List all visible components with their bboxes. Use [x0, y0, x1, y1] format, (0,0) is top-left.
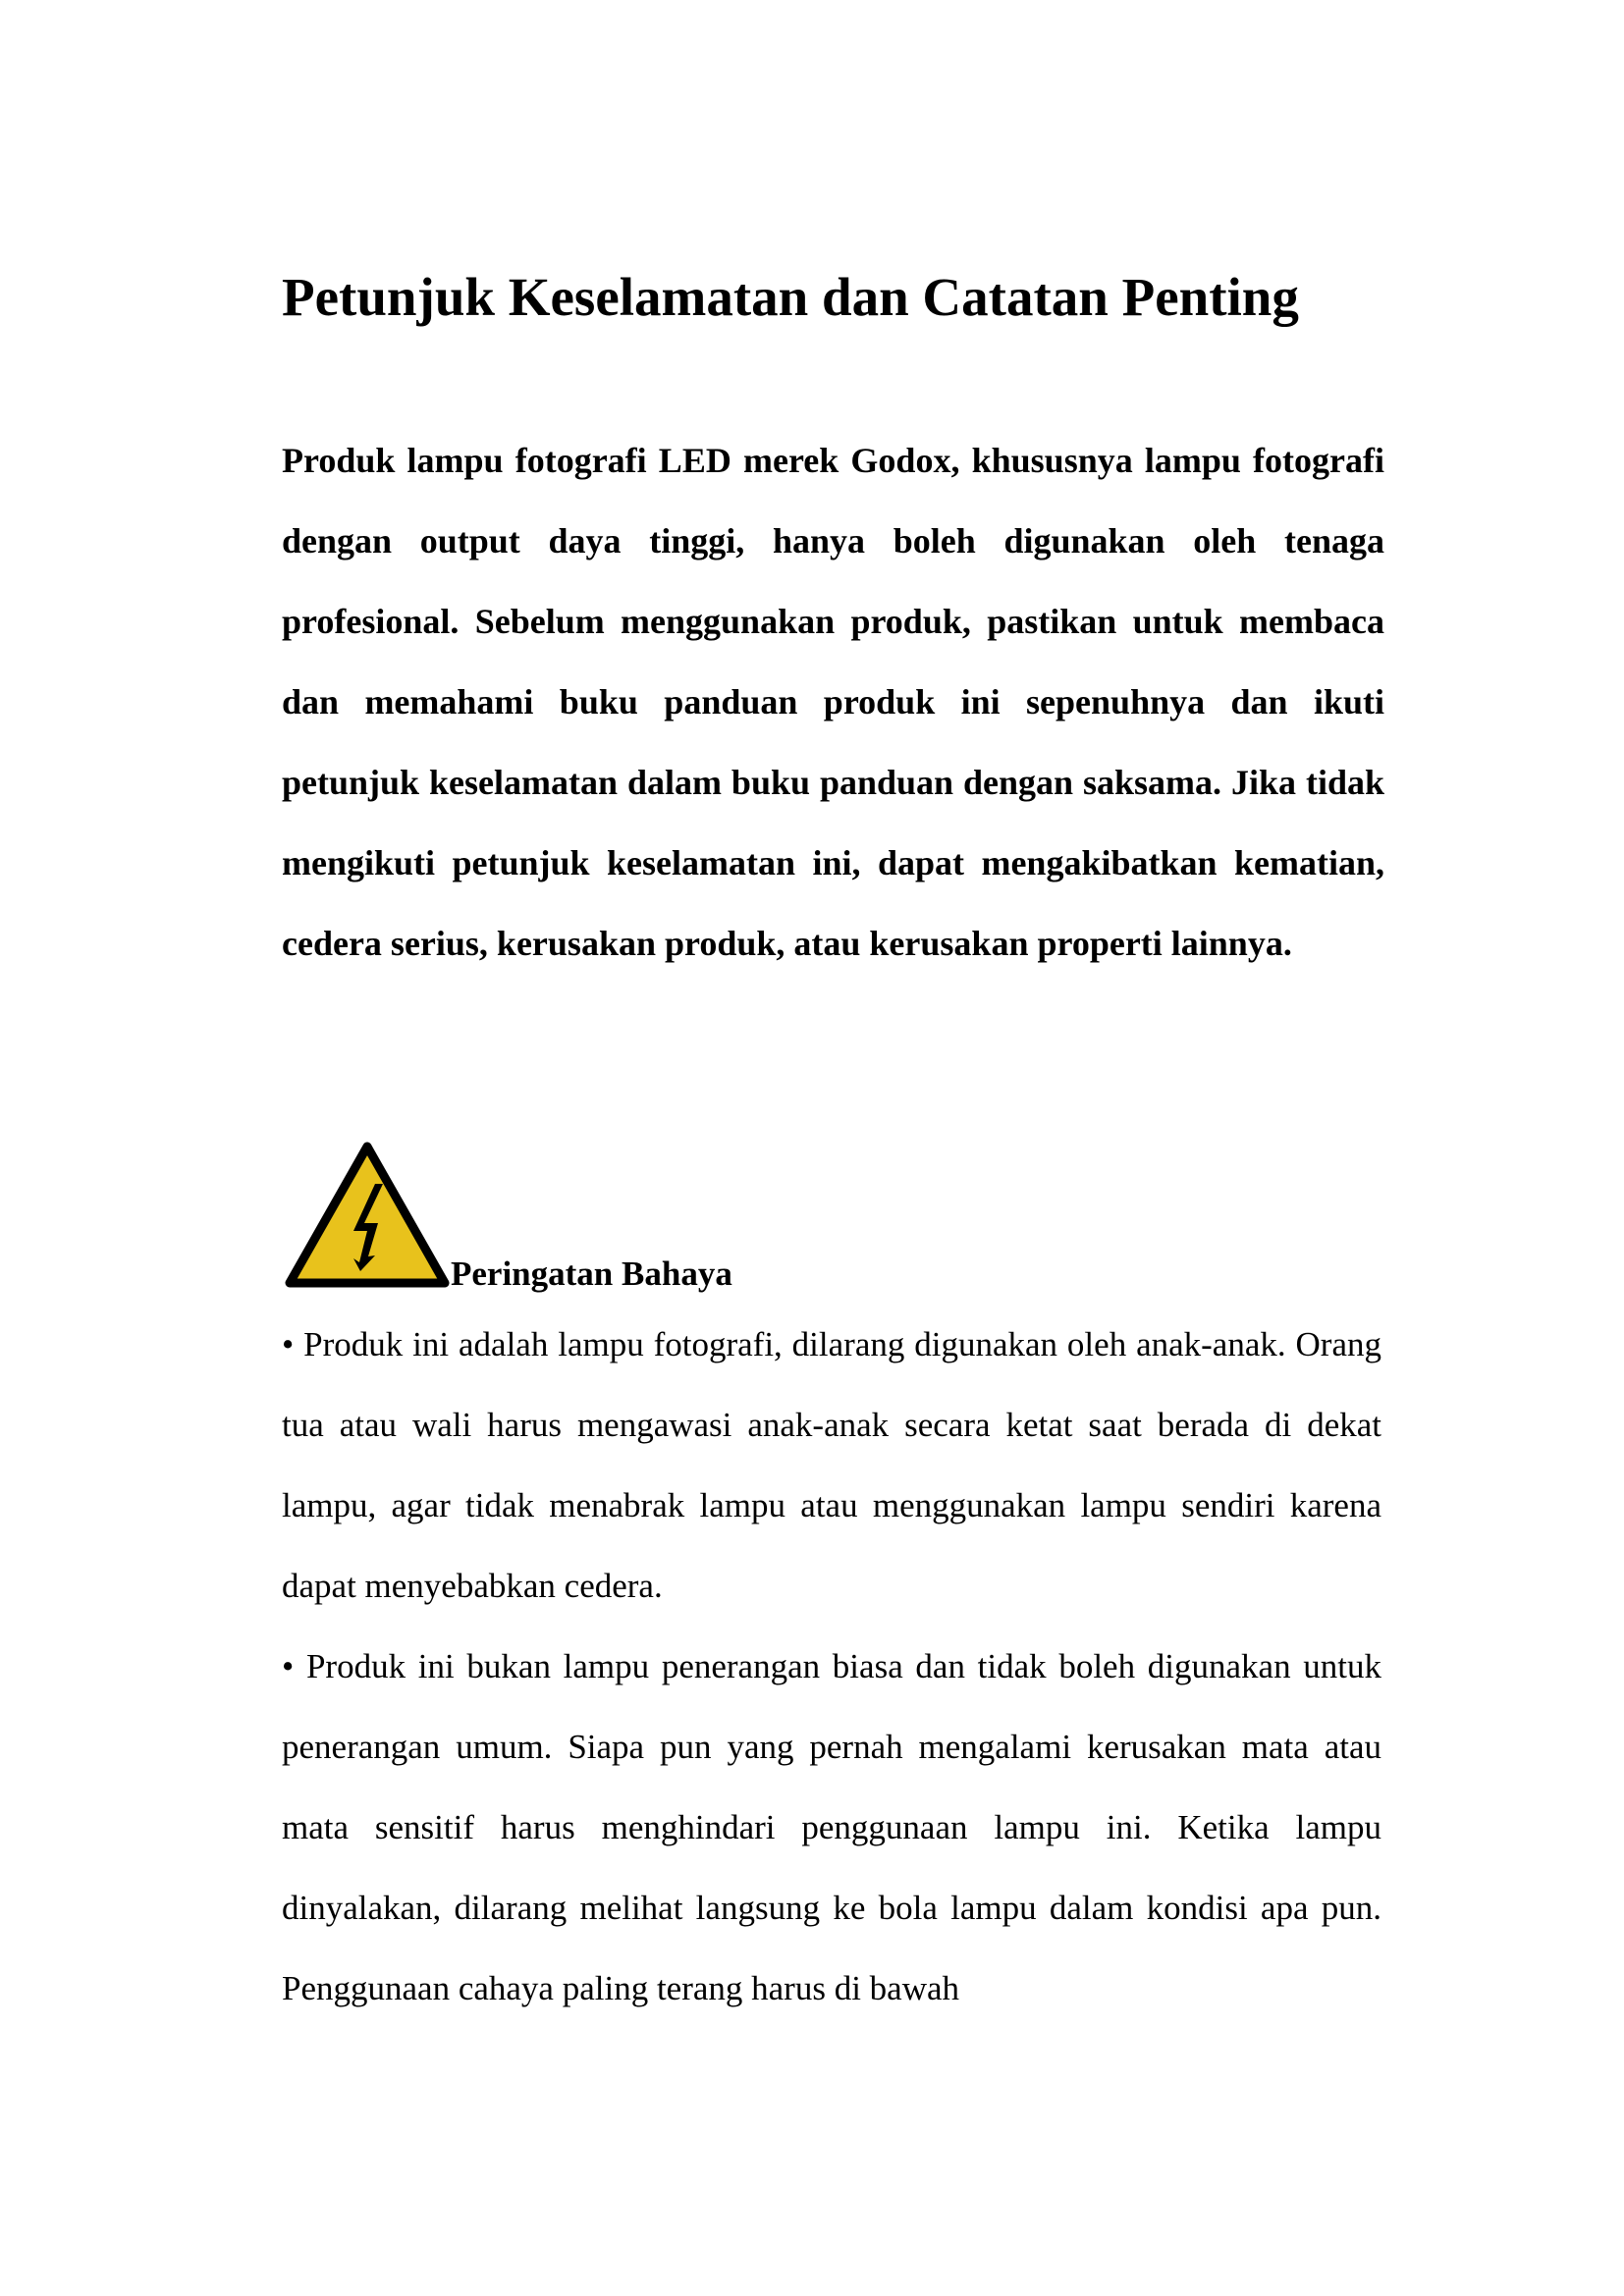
warning-paragraph-eye-safety: • Produk ini bukan lampu penerangan biasa dan tidak boleh digunakan untuk penerangan umum. Siapa pun yang pernah mengalami kerusakan mata atau mata sensitif harus menghindari penggunaan lampu ini. Ketika lampu dinyalakan, dilarang melihat langsung ke bola lampu dalam kondisi apa pun. Penggunaan cahaya paling terang harus di bawah: [282, 1647, 1381, 2007]
intro-paragraph: Produk lampu fotografi LED merek Godox, khususnya lampu fotografi dengan output daya tinggi, hanya boleh digunakan oleh tenaga profesional. Sebelum menggunakan produk, pastikan untuk membaca dan memahami buku panduan produk ini sepenuhnya dan ikuti petunjuk keselamatan dalam buku panduan dengan saksama. Jika tidak mengikuti petunjuk keselamatan ini, dapat mengakibatkan kematian, cedera serius, kerusakan produk, atau kerusakan properti lainnya.: [282, 441, 1384, 963]
page-title: Petunjuk Keselamatan dan Catatan Penting: [282, 267, 1299, 327]
warning-paragraph-children: • Produk ini adalah lampu fotografi, dilarang digunakan oleh anak-anak. Orang tua atau wali harus mengawasi anak-anak secara ketat saat berada di dekat lampu, agar tidak menabrak lampu atau menggunakan lampu sendiri karena dapat menyebabkan cedera.: [282, 1325, 1381, 1605]
warning-heading: Peringatan Bahaya: [451, 1255, 732, 1293]
high-voltage-warning-icon: [285, 1141, 450, 1288]
